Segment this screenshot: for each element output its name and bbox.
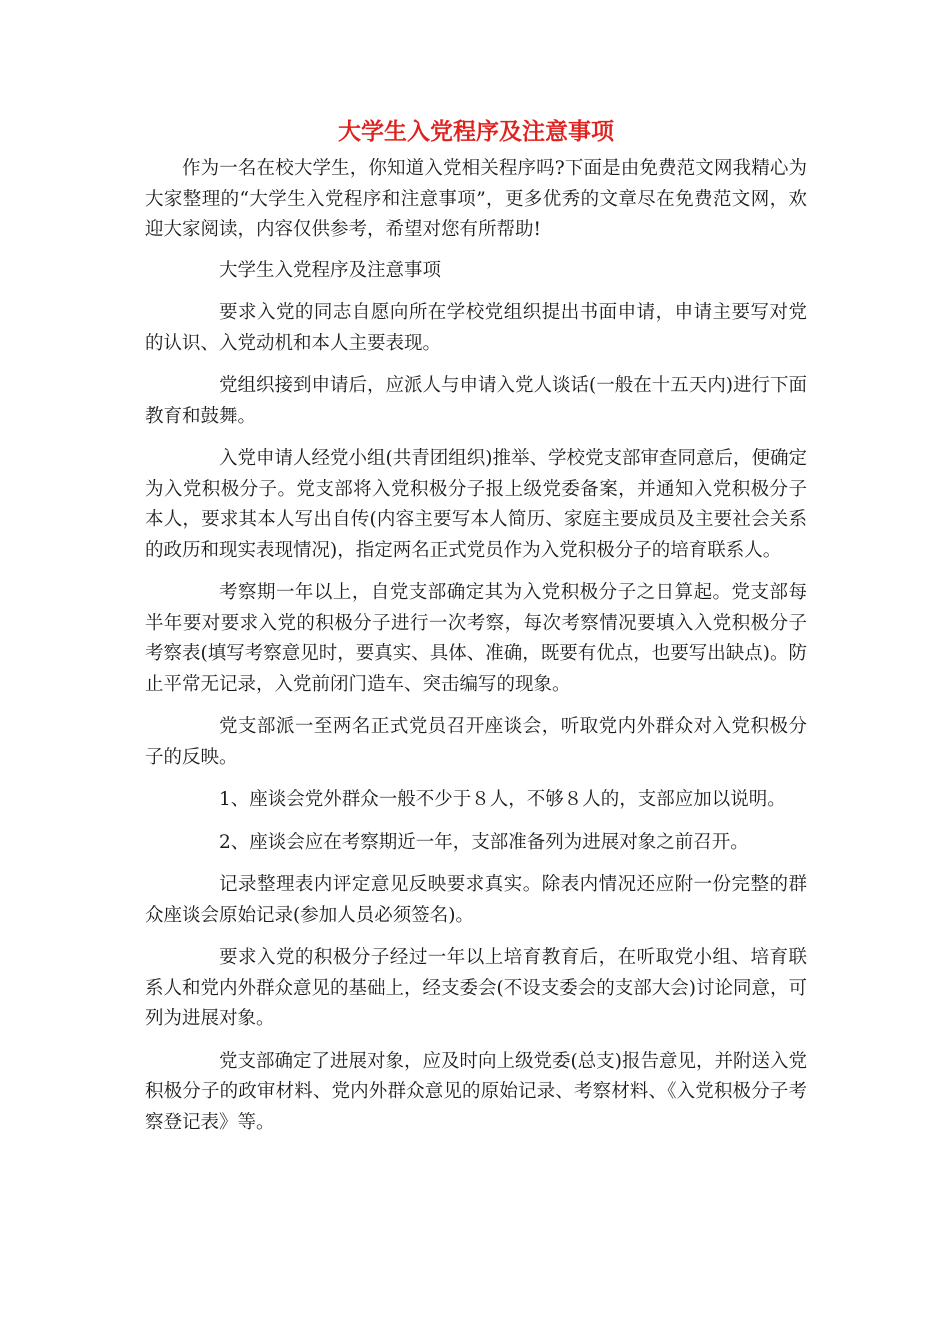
intro-paragraph: 作为一名在校大学生，你知道入党相关程序吗?下面是由免费范文网我精心为大家整理的“大学生入党程序和注意事项”，更多优秀的文章尽在免费范文网，欢迎大家阅读，内容仅供参考，希望对您有所帮助! (145, 158, 807, 240)
document-title: 大学生入党程序及注意事项 (338, 119, 614, 145)
paragraph-application: 要求入党的同志自愿向所在学校党组织提出书面申请，申请主要写对党的认识、入党动机和本人主要表现。 (145, 302, 807, 354)
paragraph-forum-rule-1: 1、座谈会党外群众一般不少于８人，不够８人的，支部应加以说明。 (219, 789, 786, 810)
section-heading: 大学生入党程序及注意事项 (219, 259, 442, 281)
paragraph-report: 党支部确定了进展对象，应及时向上级党委(总支)报告意见，并附送入党积极分子的政审材料、党内外群众意见的原始记录、考察材料、《入党积极分子考察登记表》等。 (145, 1050, 807, 1133)
paragraph-inspection: 考察期一年以上，自党支部确定其为入党积极分子之日算起。党支部每半年要对要求入党的积极分子进行一次考察，每次考察情况要填入入党积极分子考察表(填写考察意见时，要真实、具体、准确，既要有优点，也要写出缺点)。防止平常无记录，入党前闭门造车、突击编写的现象。 (145, 582, 807, 695)
paragraph-interview: 党组织接到申请后，应派人与申请入党人谈话(一般在十五天内)进行下面教育和鼓舞。 (145, 375, 807, 427)
document-page (145, 112, 807, 1138)
paragraph-record: 记录整理表内评定意见反映要求真实。除表内情况还应附一份完整的群众座谈会原始记录(参加人员必须签名)。 (145, 874, 807, 926)
paragraph-development-target: 要求入党的积极分子经过一年以上培育教育后，在听取党小组、培育联系人和党内外群众意见的基础上，经支委会(不设支委会的支部大会)讨论同意，可列为进展对象。 (145, 947, 807, 1029)
paragraph-forum: 党支部派一至两名正式党员召开座谈会，听取党内外群众对入党积极分子的反映。 (145, 716, 807, 768)
paragraph-forum-rule-2: 2、座谈会应在考察期近一年，支部准备列为进展对象之前召开。 (219, 831, 749, 853)
paragraph-activist: 入党申请人经党小组(共青团组织)推举、学校党支部审查同意后，便确定为入党积极分子。党支部将入党积极分子报上级党委备案，并通知入党积极分子本人，要求其本人写出自传(内容主要写本人简历、家庭主要成员及主要社会关系的政历和现实表现情况)，指定两名正式党员作为入党积极分子的培育联系人。 (145, 448, 807, 561)
